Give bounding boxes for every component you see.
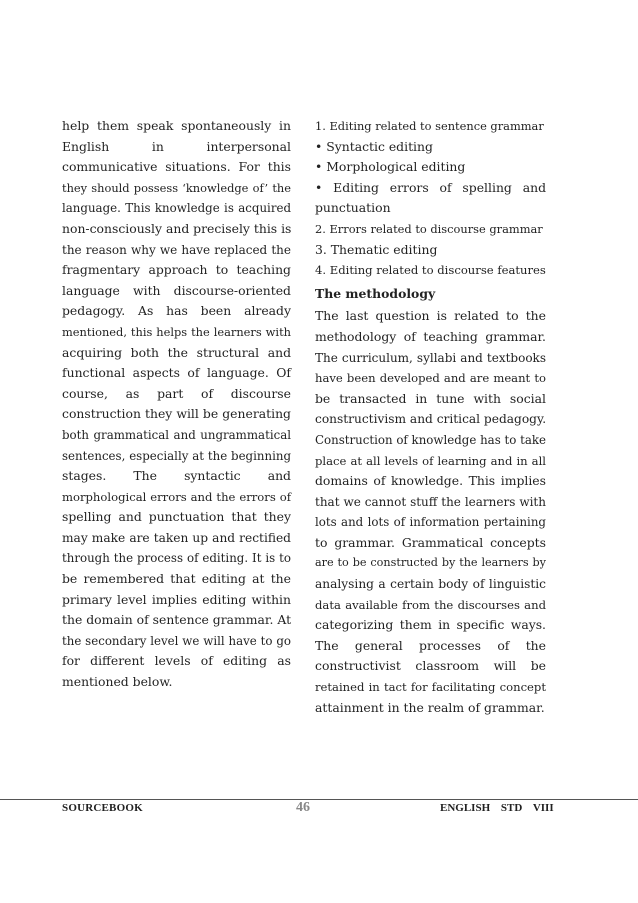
section-heading: The methodology xyxy=(315,285,436,301)
text-line: retained in tact for facilitating concept xyxy=(315,680,546,695)
text-line: place at all levels of learning and in all xyxy=(315,453,546,468)
text-line: spelling and punctuation that they xyxy=(62,509,291,525)
text-line: primary level implies editing within xyxy=(62,591,291,607)
list-item: punctuation xyxy=(315,200,391,216)
left-text-column xyxy=(62,116,291,693)
right-text-column xyxy=(315,116,546,718)
footer-subject: ENGLISH STD VIII xyxy=(440,802,554,814)
editing-levels-list xyxy=(315,116,546,281)
text-line: through the process of editing. It is to xyxy=(62,551,291,566)
list-item: • Editing errors of spelling and xyxy=(315,179,546,195)
text-line: the reason why we have replaced the xyxy=(62,242,291,257)
methodology-paragraph xyxy=(315,306,546,718)
text-line: constructivism and critical pedagogy. xyxy=(315,412,547,427)
list-item: • Syntactic editing xyxy=(315,138,433,154)
text-line: constructivist classroom will be xyxy=(315,658,546,674)
list-item: 1. Editing related to sentence grammar xyxy=(315,119,544,133)
text-line: attainment in the realm of grammar. xyxy=(315,699,545,715)
text-line: Construction of knowledge has to take xyxy=(315,432,547,447)
text-line: analysing a certain body of linguistic xyxy=(315,577,546,592)
text-line: English in interpersonal xyxy=(62,138,291,154)
text-line: have been developed and are meant to xyxy=(315,371,546,386)
text-line: for different levels of editing as xyxy=(62,653,291,669)
text-line: construction they will be generating xyxy=(62,406,291,422)
text-line: non-consciously and precisely this is xyxy=(62,220,292,236)
text-line: The curriculum, syllabi and textbooks xyxy=(315,350,546,365)
text-line: morphological errors and the errors of xyxy=(62,489,291,504)
list-item: • Morphological editing xyxy=(315,159,466,175)
text-line: categorizing them in specific ways. xyxy=(315,617,546,633)
text-line: The last question is related to the xyxy=(315,308,546,324)
text-line: The general processes of the xyxy=(315,637,546,653)
text-line: sentences, especially at the beginning xyxy=(62,448,291,463)
footer-book-title: SOURCEBOOK xyxy=(62,802,143,814)
text-line: are to be constructed by the learners by xyxy=(315,556,546,570)
footer-divider xyxy=(0,799,638,800)
text-line: they should possess ‘knowledge of’ the xyxy=(62,180,291,195)
text-line: that we cannot stuff the learners with xyxy=(315,494,546,509)
text-line: course, as part of discourse xyxy=(62,385,291,401)
text-line: data available from the discourses and xyxy=(315,597,546,612)
list-item: 4. Editing related to discourse features xyxy=(315,263,546,278)
text-line: pedagogy. As has been already xyxy=(62,303,291,319)
text-line: may make are taken up and rectified xyxy=(62,530,291,545)
text-line: help them speak spontaneously in xyxy=(62,118,291,133)
text-line: the secondary level we will have to go xyxy=(62,633,291,648)
list-item: 2. Errors related to discourse grammar xyxy=(315,221,543,236)
text-line: to grammar. Grammatical concepts xyxy=(315,534,546,550)
text-line: language. This knowledge is acquired xyxy=(62,201,291,216)
page-number: 46 xyxy=(296,800,310,815)
text-line: methodology of teaching grammar. xyxy=(315,328,546,344)
text-line: mentioned, this helps the learners with xyxy=(62,324,291,339)
text-line: language with discourse-oriented xyxy=(62,282,291,298)
text-line: lots and lots of information pertaining xyxy=(315,515,546,530)
text-line: stages. The syntactic and xyxy=(62,468,291,484)
text-line: functional aspects of language. Of xyxy=(62,365,291,381)
text-line: both grammatical and ungrammatical xyxy=(62,427,291,442)
list-item: 3. Thematic editing xyxy=(315,241,438,257)
text-line: fragmentary approach to teaching xyxy=(62,262,291,278)
text-line: the domain of sentence grammar. At xyxy=(62,612,292,628)
text-line: mentioned below. xyxy=(62,674,173,690)
text-line: be transacted in tune with social xyxy=(315,390,546,406)
text-line: domains of knowledge. This implies xyxy=(315,473,546,489)
text-line: communicative situations. For this xyxy=(62,159,291,175)
text-line: be remembered that editing at the xyxy=(62,571,291,587)
text-line: acquiring both the structural and xyxy=(62,344,291,360)
